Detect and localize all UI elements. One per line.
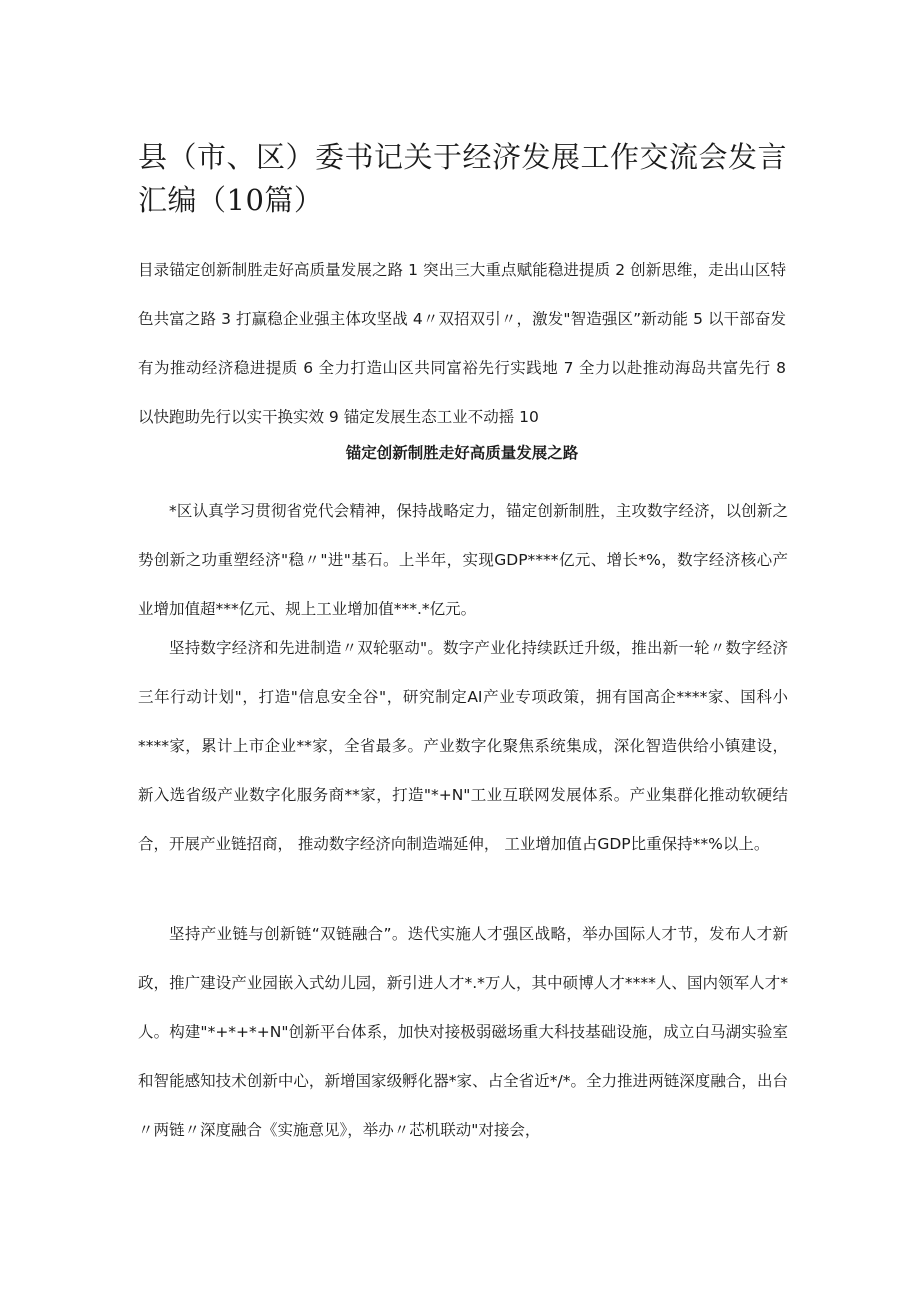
section-heading: 锚定创新制胜走好高质量发展之路 xyxy=(345,444,579,462)
body-paragraph: *区认真学习贯彻省党代会精神，保持战略定力，锚定创新制胜，主攻数字经济，以创新之势创新之功重塑经济"稳〃"进"基石。上半年，实现GDP****亿元、增长*%，数字经济核心产业增加值超***亿元、规上工业增加值***.*亿元。 xyxy=(138,502,788,618)
table-of-contents: 目录锚定创新制胜走好高质量发展之路 1 突出三大重点赋能稳进提质 2 创新思维，走出山区特色共富之路 3 打赢稳企业强主体攻坚战 4〃双招双引〃，激发"智造强区”新动能 5 以干部奋发有为推动经济稳进提质 6 全力打造山区共同富裕先行实践地 7 全力以赴推动海岛共富先行 8 以快跑助先行以实干换实效 9 锚定发展生态工业不动摇 10 xyxy=(138,261,786,426)
body-paragraph: 坚持数字经济和先进制造〃双轮驱动"。数字产业化持续跃迁升级，推出新一轮〃数字经济三年行动计划"，打造"信息安全谷"，研究制定AI产业专项政策，拥有国高企****家、国科小****家，累计上市企业**家，全省最多。产业数字化聚焦系统集成，深化智造供给小镇建设，新入选省级产业数字化服务商**家，打造"*+N"工业互联网发展体系。产业集群化推动软硬结合，开展产业链招商， 推动数字经济向制造端延伸， 工业增加值占GDP比重保持**%以上。 xyxy=(138,639,788,853)
document-title: 县（市、区）委书记关于经济发展工作交流会发言汇编（10篇） xyxy=(138,140,788,217)
body-paragraph: 坚持产业链与创新链“双链融合”。迭代实施人才强区战略，举办国际人才节，发布人才新政，推广建设产业园嵌入式幼儿园，新引进人才*.*万人，其中硕博人才****人、国内领军人才*人。构建"*+*+*+N"创新平台体系，加快对接极弱磁场重大科技基础设施，成立白马湖实验室和智能感知技术创新中心，新增国家级孵化器*家、占全省近*/*。全力推进两链深度融合，出台〃两链〃深度融合《实施意见》，举办〃芯机联动"对接会， xyxy=(138,925,788,1139)
